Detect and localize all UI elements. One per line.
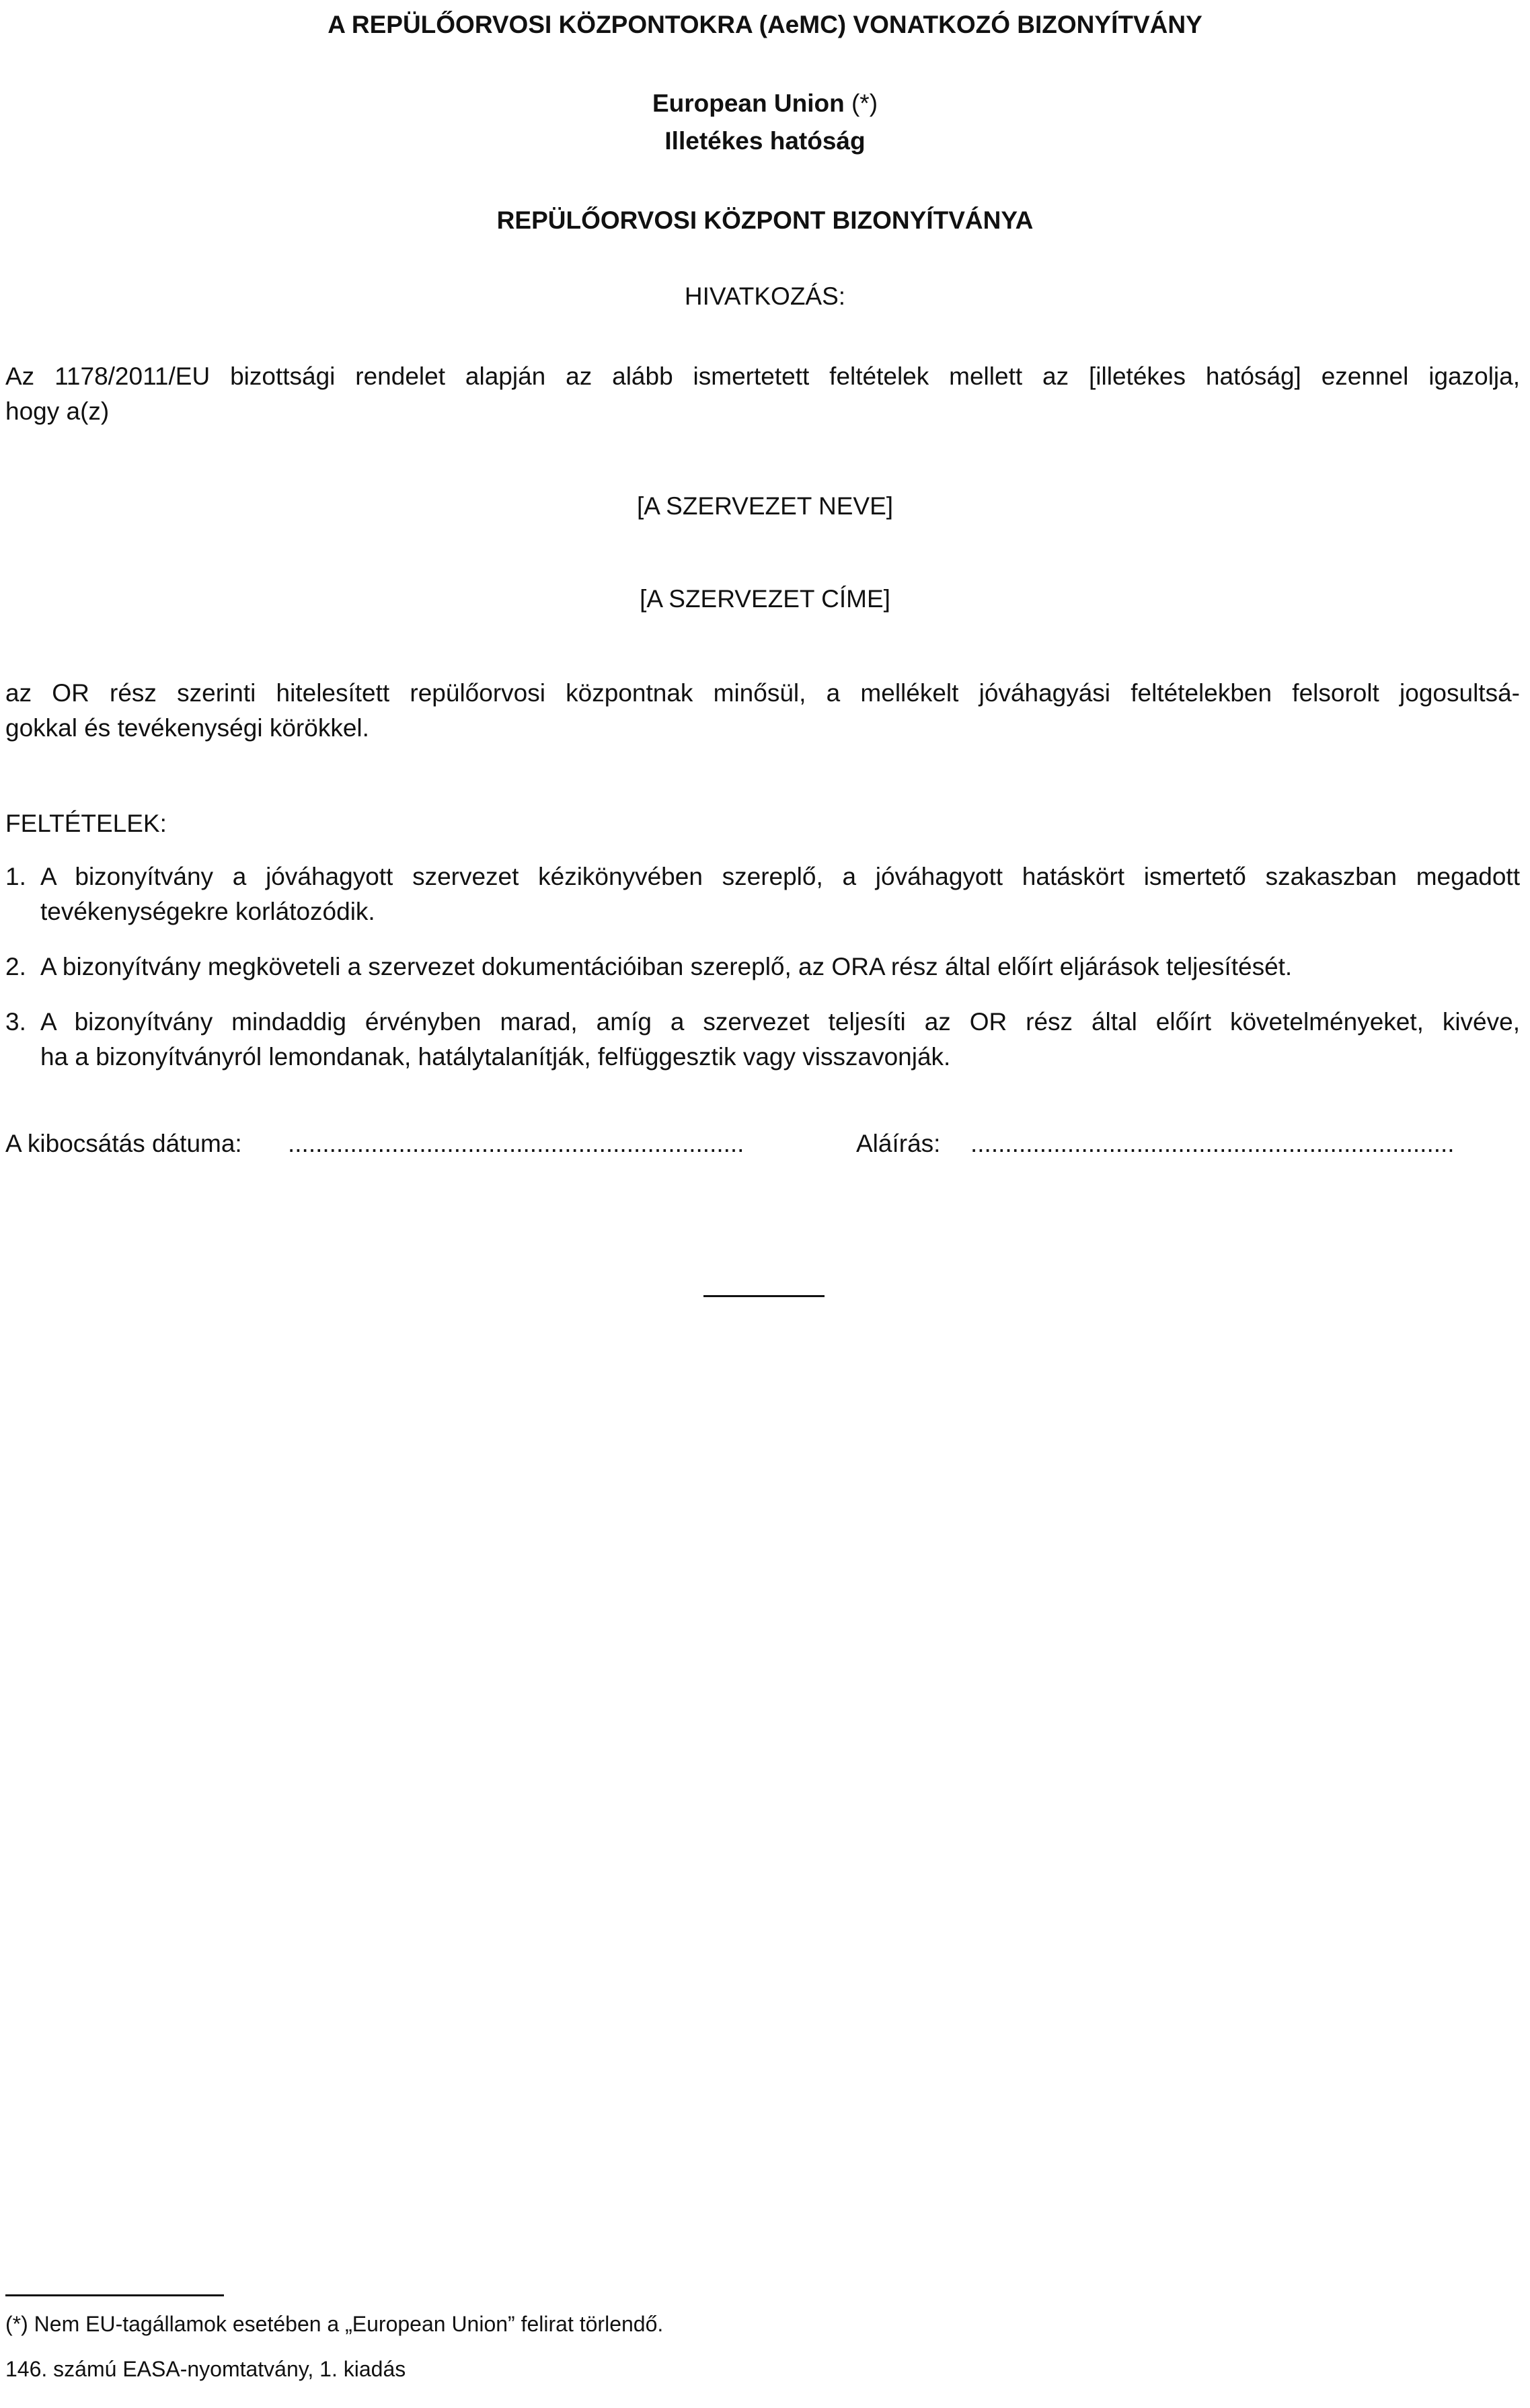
union-name: European Union — [652, 89, 845, 117]
intro-line-1: Az 1178/2011/EU bizottsági rendelet alapján az alább ismertetett feltételek mellett az [illetékes hatóság] ezennel igazolja, — [5, 362, 1520, 390]
intro-line-2: hogy a(z) — [5, 397, 110, 425]
signature-field: ...................................................................... — [970, 1130, 1455, 1157]
condition-text-line-1: A bizonyítvány megköveteli a szervezet dokumentációiban szereplő, az ORA rész által előírt eljárások teljesítését. — [40, 953, 1293, 980]
condition-item-3 — [5, 1007, 1520, 1073]
organisation-address: [A SZERVEZET CÍME] — [640, 585, 890, 613]
signature-label: Aláírás: — [856, 1130, 941, 1157]
union-footnote-ref: (*) — [851, 89, 878, 117]
reference-label: HIVATKOZÁS: — [684, 282, 846, 310]
form-identifier: 146. számú EASA-nyomtatvány, 1. kiadás — [5, 2357, 406, 2381]
conditions-heading: FELTÉTELEK: — [5, 810, 167, 837]
condition-item-1 — [5, 861, 1520, 927]
condition-number: 1. — [5, 863, 26, 890]
condition-number: 3. — [5, 1008, 26, 1036]
document-title: A REPÜLŐORVOSI KÖZPONTOKRA (AeMC) VONATKOZÓ BIZONYÍTVÁNY — [328, 11, 1202, 38]
issue-date-field: .................................................................. — [288, 1130, 744, 1157]
statement-paragraph — [5, 678, 1520, 744]
organisation-name: [A SZERVEZET NEVE] — [636, 492, 894, 520]
condition-item-2 — [5, 951, 1520, 982]
issue-date-label: A kibocsátás dátuma: — [5, 1130, 242, 1157]
condition-text-line-1: A bizonyítvány mindaddig érvényben marad, amíg a szervezet teljesíti az OR rész által előírt követelményeket, kivéve, — [40, 1008, 1520, 1036]
condition-text-line-2: ha a bizonyítványról lemondanak, hatálytalanítják, felfüggesztik vagy visszavonják. — [40, 1043, 951, 1071]
competent-authority: Illetékes hatóság — [664, 127, 866, 155]
statement-line-2: gokkal és tevékenységi körökkel. — [5, 714, 369, 742]
signature-block — [5, 1128, 1520, 1162]
condition-text-line-1: A bizonyítvány a jóváhagyott szervezet kézikönyvében szereplő, a jóváhagyott hatáskört ismertető szakaszban megadott — [40, 863, 1520, 890]
certificate-title: REPÜLŐORVOSI KÖZPONT BIZONYÍTVÁNYA — [496, 206, 1034, 234]
separator-rule — [703, 1295, 825, 1297]
statement-line-1: az OR rész szerinti hitelesített repülőorvosi központnak minősül, a mellékelt jóváhagyási feltételekben felsorolt jogosultsá- — [5, 679, 1520, 707]
issuing-union — [0, 88, 1530, 119]
condition-text-line-2: tevékenységekre korlátozódik. — [40, 898, 375, 925]
footnote-rule — [5, 2294, 224, 2296]
footnote-text: (*) Nem EU-tagállamok esetében a „European Union” felirat törlendő. — [5, 2312, 664, 2336]
condition-number: 2. — [5, 953, 26, 980]
intro-paragraph — [5, 361, 1520, 427]
